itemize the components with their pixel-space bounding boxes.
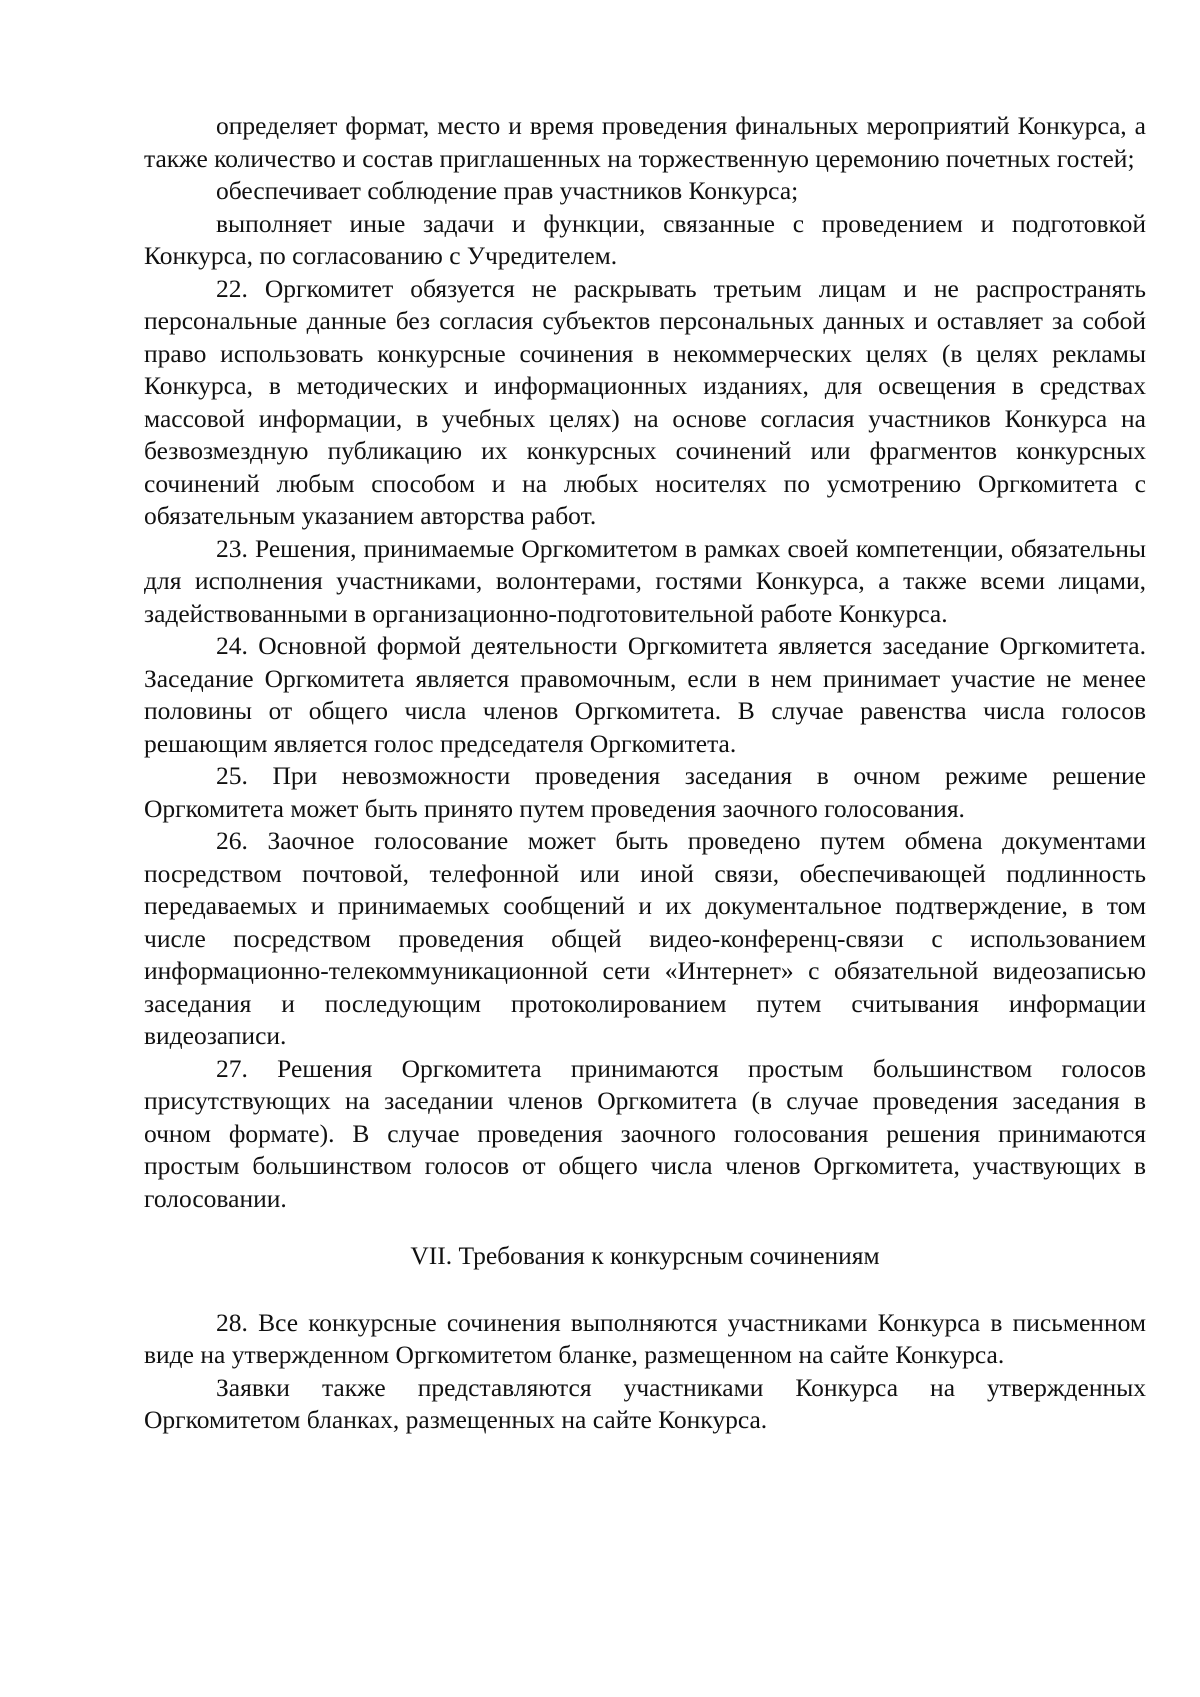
paragraph-27: 27. Решения Оргкомитета принимаются простым большинством голосов присутствующих на заседании членов Оргкомитета (в случае проведения заседания в очном формате). В случае проведения заочного голосования решения принимаются простым большинством голосов от общего числа членов Оргкомитета, участвующих в голосовании. <box>144 1053 1146 1213</box>
section-heading: VII. Требования к конкурсным сочинениям <box>410 1241 880 1270</box>
paragraph-22: 22. Оргкомитет обязуется не раскрывать третьим лицам и не распространять персональные данные без согласия субъектов персональных данных и оставляет за собой право использовать конкурсные сочинения в некоммерческих целях (в целях рекламы Конкурса, в методических и информационных изданиях, для освещения в средствах массовой информации, в учебных целях) на основе согласия участников Конкурса на безвозмездную публикацию их конкурсных сочинений или фрагментов конкурсных сочинений любым способом и на любых носителях по усмотрению Оргкомитета с обязательным указанием авторства работ. <box>144 273 1146 530</box>
paragraph-26: 26. Заочное голосование может быть проведено путем обмена документами посредством почтовой, телефонной или иной связи, обеспечивающей подлинность передаваемых и принимаемых сообщений и их документальное подтверждение, в том числе посредством проведения общей видео-конференц-связи с использованием информационно-телекоммуникационной сети «Интернет» с обязательной видеозаписью заседания и последующим протоколированием путем считывания информации видеозаписи. <box>144 826 1146 1050</box>
paragraph-23: 23. Решения, принимаемые Оргкомитетом в рамках своей компетенции, обязательны для исполнения участниками, волонтерами, гостями Конкурса, а также всеми лицами, задействованными в организационно-подготовительной работе Конкурса. <box>144 533 1146 628</box>
paragraph-other-tasks: выполняет иные задачи и функции, связанные с проведением и подготовкой Конкурса, по согласованию с Учредителем. <box>144 208 1146 270</box>
document-page <box>144 110 1146 1437</box>
paragraph-28: 28. Все конкурсные сочинения выполняются участниками Конкурса в письменном виде на утвержденном Оргкомитетом бланке, размещенном на сайте Конкурса. <box>144 1307 1146 1369</box>
paragraph-applications: Заявки также представляются участниками Конкурса на утвержденных Оргкомитетом бланках, размещенных на сайте Конкурса. <box>144 1372 1146 1434</box>
paragraph-final-events: определяет формат, место и время проведения финальных мероприятий Конкурса, а также количество и состав приглашенных на торжественную церемонию почетных гостей; <box>144 111 1146 173</box>
paragraph-25: 25. При невозможности проведения заседания в очном режиме решение Оргкомитета может быть принято путем проведения заочного голосования. <box>144 761 1146 823</box>
paragraph-participant-rights: обеспечивает соблюдение прав участников Конкурса; <box>216 176 799 205</box>
paragraph-24: 24. Основной формой деятельности Оргкомитета является заседание Оргкомитета. Заседание Оргкомитета является правомочным, если в нем принимает участие не менее половины от общего числа членов Оргкомитета. В случае равенства числа голосов решающим является голос председателя Оргкомитета. <box>144 631 1146 758</box>
